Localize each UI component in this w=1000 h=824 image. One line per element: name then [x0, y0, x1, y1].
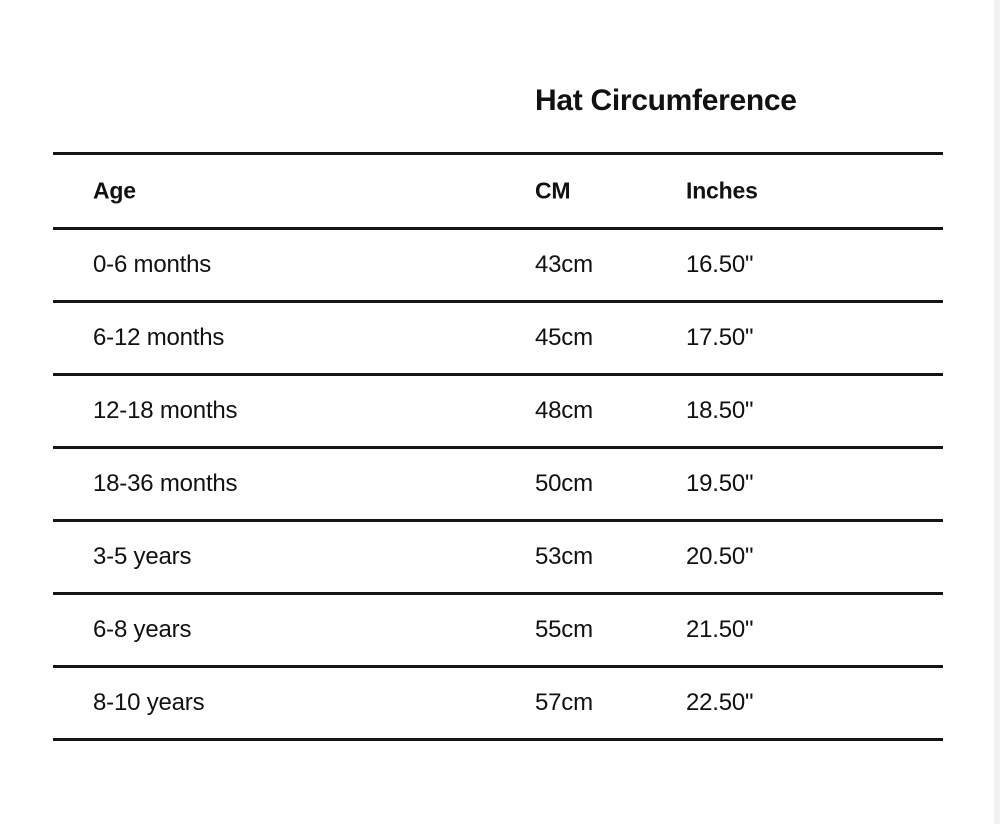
cm-cell: 50cm — [535, 470, 593, 497]
table-row — [53, 595, 943, 665]
table-row — [53, 376, 943, 446]
age-cell: 0-6 months — [93, 251, 212, 278]
inches-cell: 22.50" — [686, 689, 754, 716]
header-inches: Inches — [686, 177, 758, 204]
inches-cell: 17.50" — [686, 324, 754, 351]
cm-cell: 45cm — [535, 324, 593, 351]
size-table — [53, 152, 943, 741]
page-title: Hat Circumference — [535, 84, 797, 117]
cm-cell: 53cm — [535, 543, 593, 570]
age-cell: 6-8 years — [93, 616, 192, 643]
cm-cell: 43cm — [535, 251, 593, 278]
table-header-row — [53, 155, 943, 227]
table-row — [53, 522, 943, 592]
age-cell: 6-12 months — [93, 324, 225, 351]
header-cm: CM — [535, 177, 571, 204]
cm-cell: 57cm — [535, 689, 593, 716]
age-cell: 12-18 months — [93, 397, 238, 424]
cm-cell: 55cm — [535, 616, 593, 643]
age-cell: 8-10 years — [93, 689, 205, 716]
header-age: Age — [93, 177, 136, 204]
cm-cell: 48cm — [535, 397, 593, 424]
inches-cell: 16.50" — [686, 251, 754, 278]
inches-cell: 19.50" — [686, 470, 754, 497]
table-row — [53, 668, 943, 738]
age-cell: 3-5 years — [93, 543, 192, 570]
page-edge — [994, 0, 1000, 824]
inches-cell: 18.50" — [686, 397, 754, 424]
inches-cell: 20.50" — [686, 543, 754, 570]
table-row — [53, 303, 943, 373]
table-row — [53, 449, 943, 519]
inches-cell: 21.50" — [686, 616, 754, 643]
age-cell: 18-36 months — [93, 470, 238, 497]
table-row — [53, 230, 943, 300]
table-rule — [53, 738, 943, 741]
